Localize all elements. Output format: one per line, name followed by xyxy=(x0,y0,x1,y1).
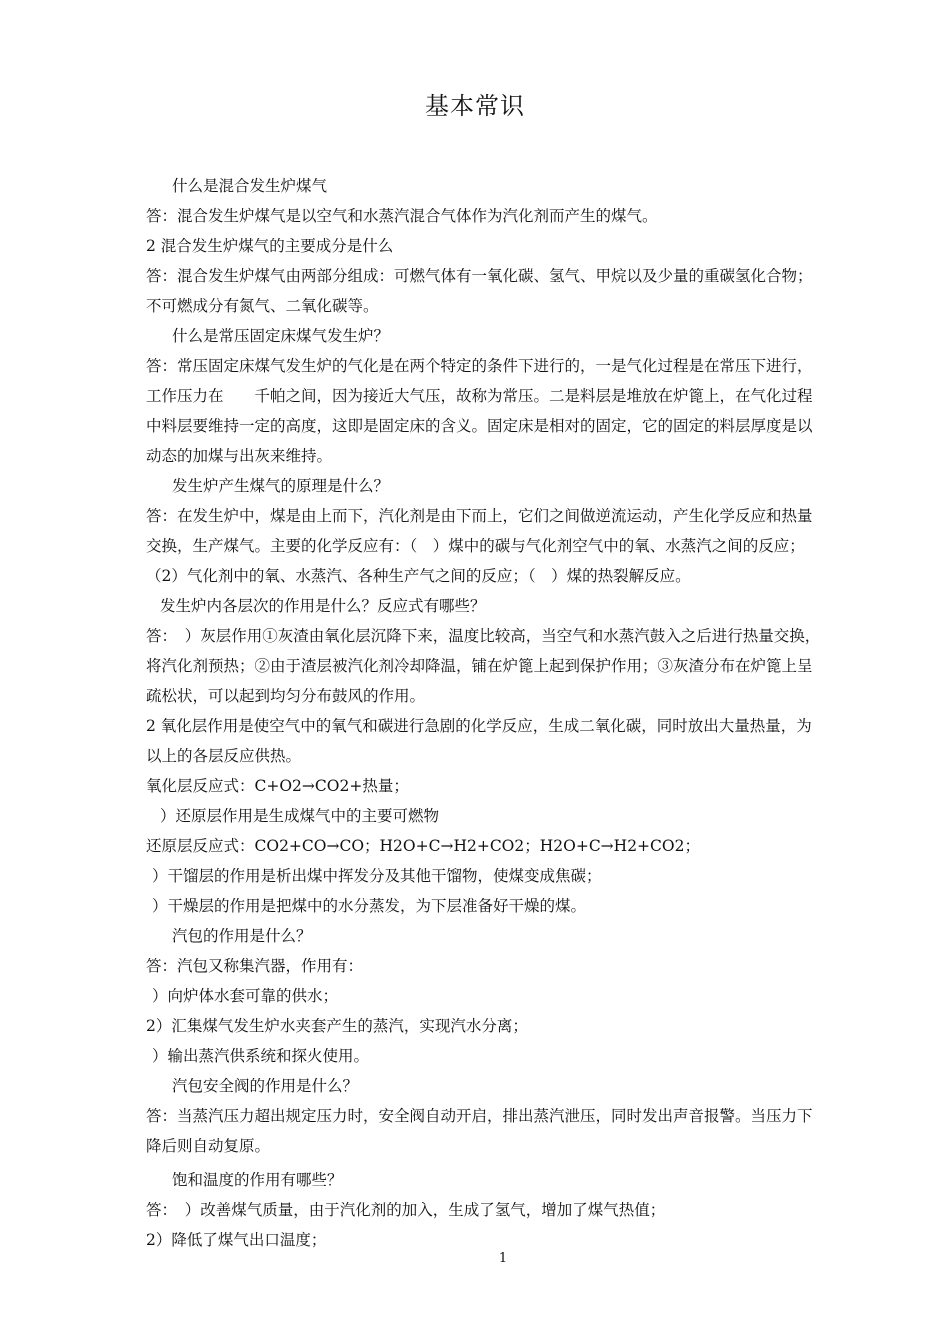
question-heading: 汽包的作用是什么？ xyxy=(172,927,312,945)
list-item: ）还原层作用是生成煤气中的主要可燃物 xyxy=(160,807,440,825)
answer-line: 答：混合发生炉煤气是以空气和水蒸汽混合气体作为汽化剂而产生的煤气。 xyxy=(146,207,658,225)
answer-line: 答：汽包又称集汽器，作用有： xyxy=(146,957,364,975)
answer-line: 中料层要维持一定的高度，这即是固定床的含义。固定床是相对的固定，它的固定的料层厚度是以 xyxy=(146,417,813,435)
list-item: ）干燥层的作用是把煤中的水分蒸发，为下层准备好干燥的煤。 xyxy=(152,897,587,915)
document-body xyxy=(146,171,866,1255)
answer-line: 答：在发生炉中，煤是由上而下，汽化剂是由下而上，它们之间做逆流运动，产生化学反应和热量 xyxy=(146,507,813,525)
page-number: 1 xyxy=(498,1251,508,1266)
question-heading: 发生炉内各层次的作用是什么？反应式有哪些？ xyxy=(160,597,486,615)
list-item: ）输出蒸汽供系统和探火使用。 xyxy=(152,1047,370,1065)
question-heading: 饱和温度的作用有哪些？ xyxy=(172,1171,343,1189)
answer-line: 不可燃成分有氮气、二氧化碳等。 xyxy=(146,297,379,315)
formula-line: 氧化层反应式：C+O2→CO2+热量； xyxy=(146,777,409,795)
list-item: ）干馏层的作用是析出煤中挥发分及其他干馏物，使煤变成焦碳； xyxy=(152,867,602,885)
answer-line: 答：当蒸汽压力超出规定压力时，安全阀自动开启，排出蒸汽泄压，同时发出声音报警。当压力下 xyxy=(146,1107,813,1125)
answer-line: 降后则自动复原。 xyxy=(146,1137,271,1155)
question-heading: 发生炉产生煤气的原理是什么？ xyxy=(172,477,390,495)
answer-line: 交换，生产煤气。主要的化学反应有：（ ）煤中的碳与气化剂空气中的氧、水蒸汽之间的反应； xyxy=(146,537,805,555)
list-item: 2）汇集煤气发生炉水夹套产生的蒸汽，实现汽水分离； xyxy=(146,1017,528,1035)
answer-line: 2 氧化层作用是使空气中的氧气和碳进行急剧的化学反应，生成二氧化碳，同时放出大量热量，为 xyxy=(146,717,812,735)
answer-line: 答： ）灰层作用①灰渣由氧化层沉降下来，温度比较高，当空气和水蒸汽鼓入之后进行热量交换， xyxy=(146,627,821,645)
answer-line: 疏松状，可以起到均匀分布鼓风的作用。 xyxy=(146,687,426,705)
document-title: 基本常识 xyxy=(425,92,525,120)
question-heading: 什么是常压固定床煤气发生炉？ xyxy=(172,327,390,345)
answer-line: （2）气化剂中的氧、水蒸汽、各种生产气之间的反应；（ ）煤的热裂解反应。 xyxy=(146,567,691,585)
question-heading: 汽包安全阀的作用是什么？ xyxy=(172,1077,359,1095)
question-heading: 什么是混合发生炉煤气 xyxy=(172,177,328,195)
question-heading: 2 混合发生炉煤气的主要成分是什么 xyxy=(146,237,394,255)
list-item: 2）降低了煤气出口温度； xyxy=(146,1231,327,1249)
answer-line: 答： ）改善煤气质量，由于汽化剂的加入，生成了氢气，增加了煤气热值； xyxy=(146,1201,666,1219)
answer-line: 答：常压固定床煤气发生炉的气化是在两个特定的条件下进行的，一是气化过程是在常压下进行， xyxy=(146,357,813,375)
answer-line: 将汽化剂预热；②由于渣层被汽化剂冷却降温，铺在炉篦上起到保护作用；③灰渣分布在炉篦上呈 xyxy=(146,657,813,675)
answer-line: 动态的加煤与出灰来维持。 xyxy=(146,447,333,465)
answer-line: 工作压力在 千帕之间，因为接近大气压，故称为常压。二是料层是堆放在炉篦上，在气化过程 xyxy=(146,387,813,405)
list-item: ）向炉体水套可靠的供水； xyxy=(152,987,339,1005)
answer-line: 以上的各层反应供热。 xyxy=(146,747,302,765)
answer-line: 答：混合发生炉煤气由两部分组成：可燃气体有一氧化碳、氢气、甲烷以及少量的重碳氢化合物； xyxy=(146,267,813,285)
formula-line: 还原层反应式：CO2+CO→CO；H2O+C→H2+CO2；H2O+C→H2+CO2； xyxy=(146,837,700,855)
